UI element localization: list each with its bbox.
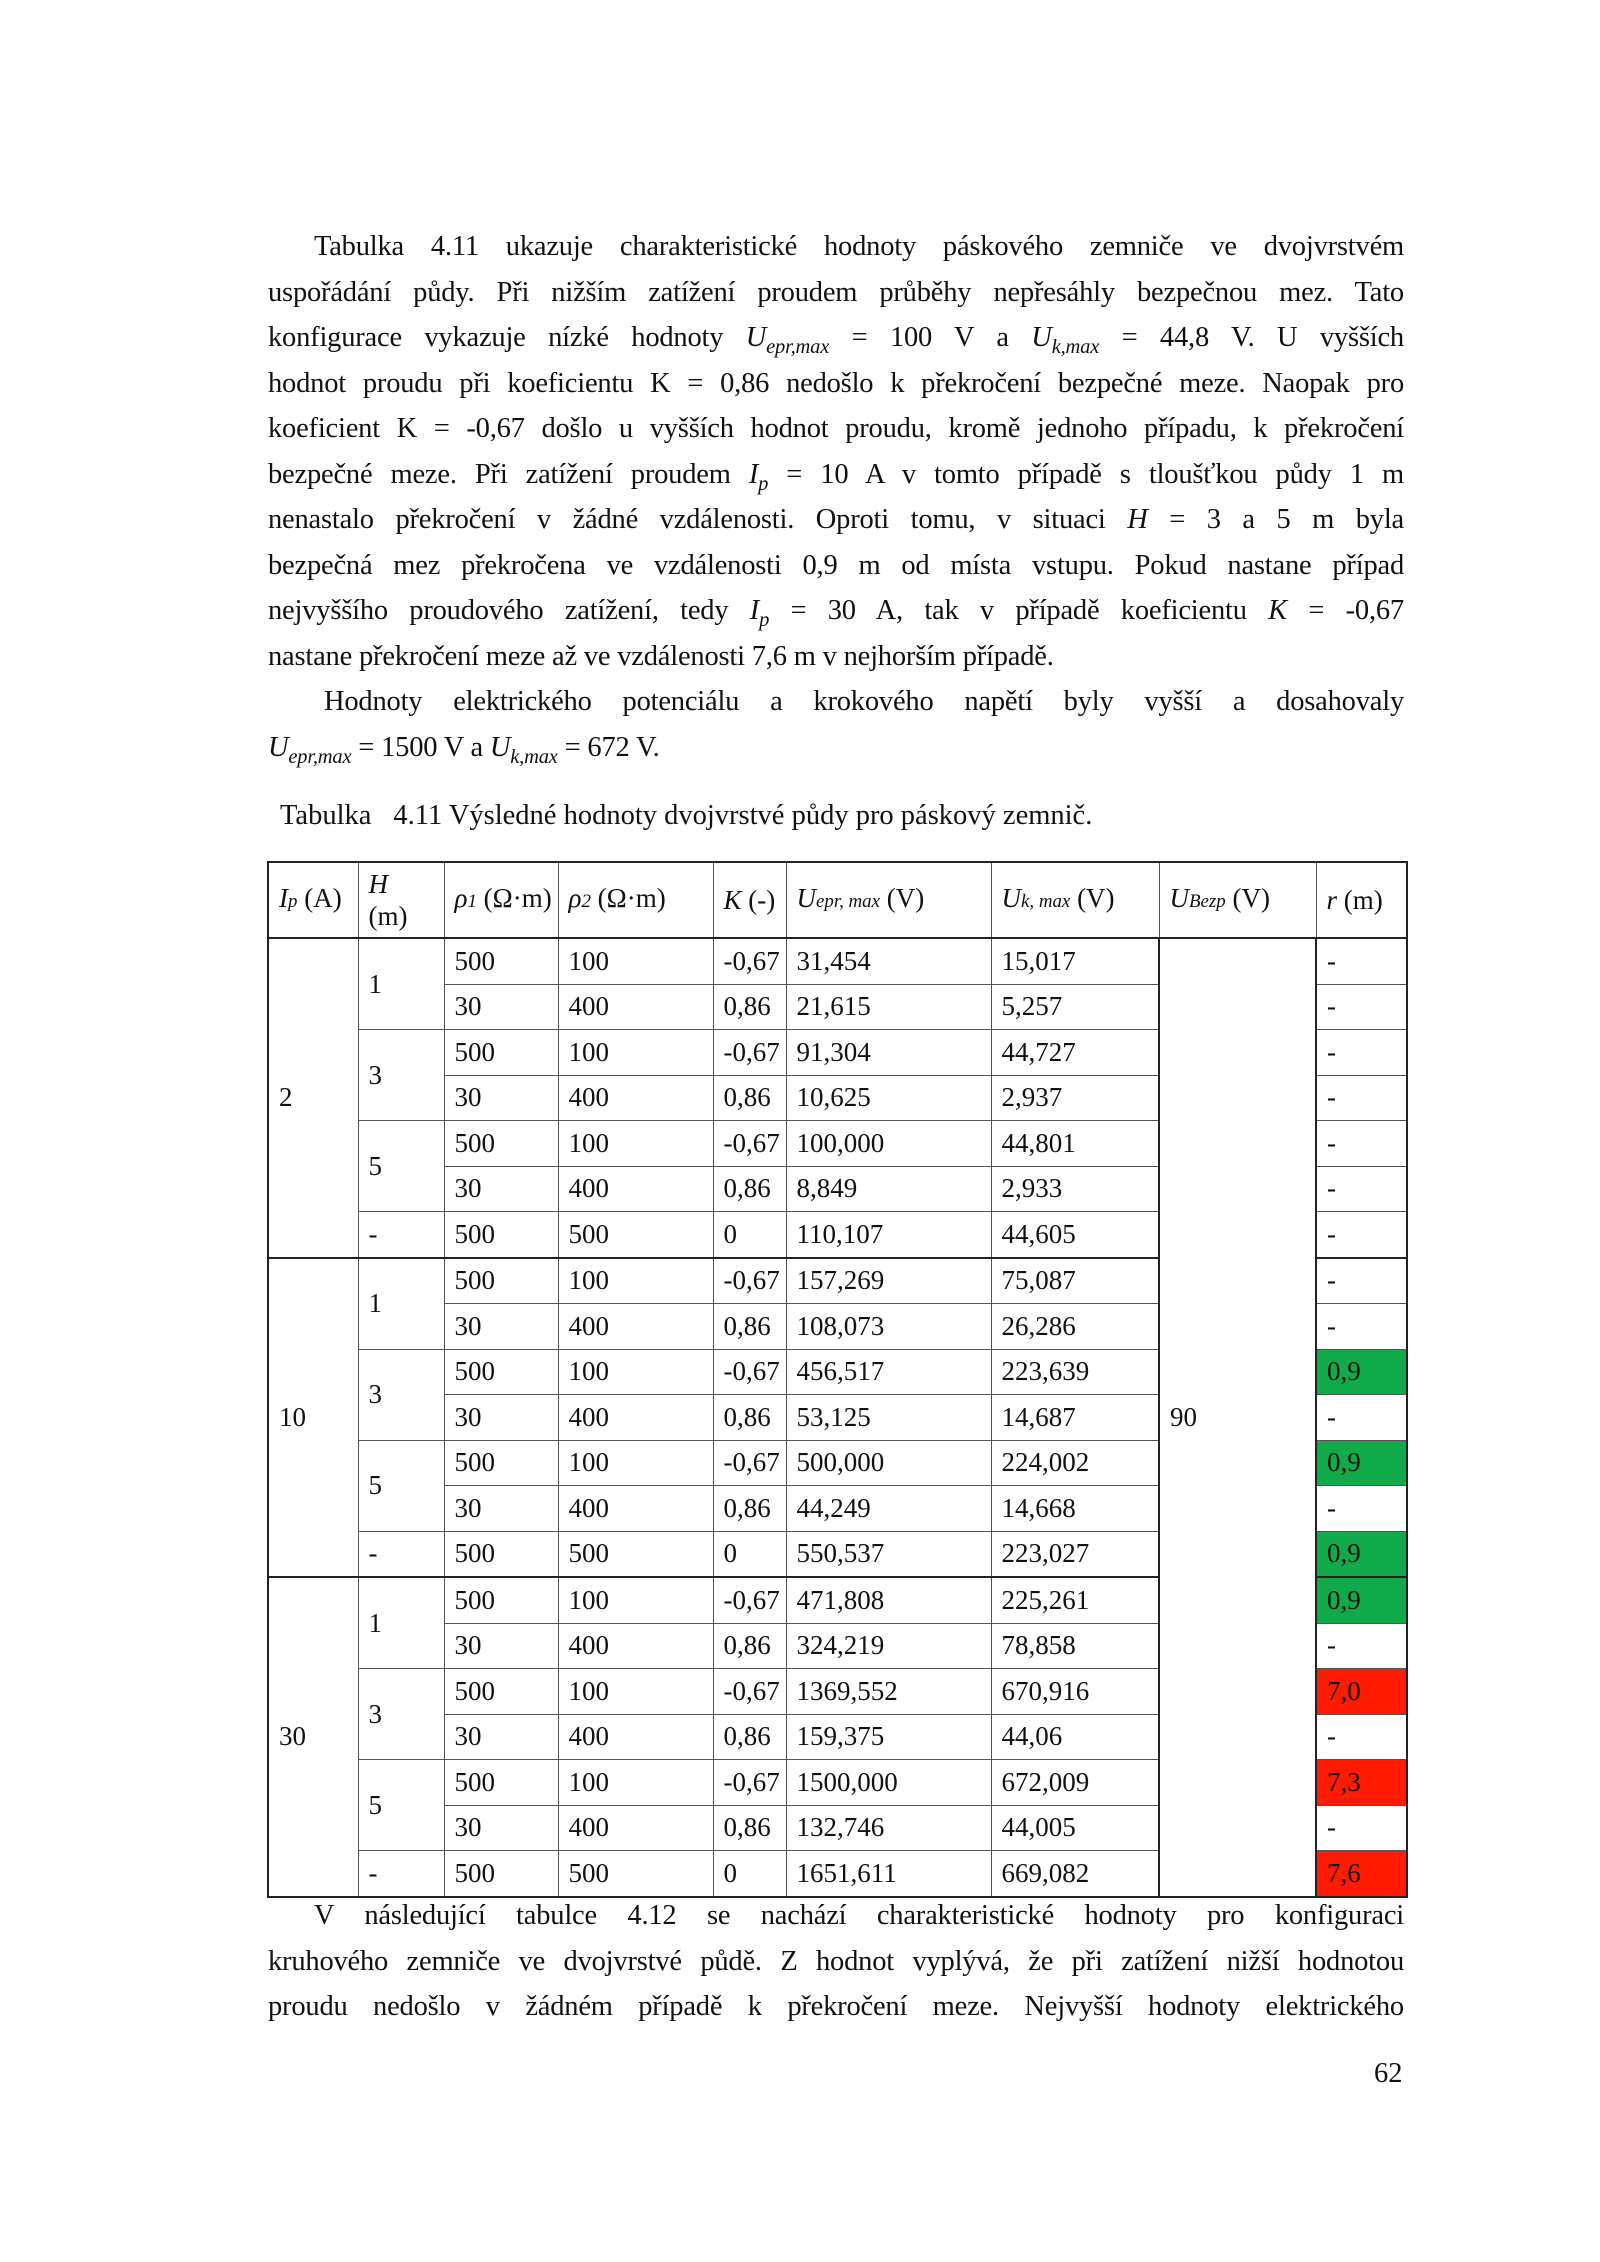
cell-rho1: 30 [444, 1486, 558, 1532]
cell-k: 0,86 [713, 1805, 786, 1851]
cell-r-distance: - [1316, 938, 1407, 984]
cell-k: -0,67 [713, 1258, 786, 1304]
header-r: r (m) [1316, 862, 1407, 938]
cell-uk: 5,257 [991, 984, 1159, 1030]
cell-uk: 15,017 [991, 938, 1159, 984]
cell-rho1: 30 [444, 984, 558, 1030]
cell-rho1: 500 [444, 1760, 558, 1806]
cell-rho2: 500 [558, 1531, 713, 1577]
cell-rho2: 400 [558, 1623, 713, 1669]
cell-rho1: 30 [444, 1304, 558, 1350]
cell-rho1: 30 [444, 1714, 558, 1760]
cell-h: 3 [358, 1669, 444, 1760]
cell-uepr: 44,249 [786, 1486, 991, 1532]
cell-h: - [358, 1851, 444, 1897]
cell-rho2: 100 [558, 1121, 713, 1167]
cell-uepr: 550,537 [786, 1531, 991, 1577]
cell-rho2: 400 [558, 1486, 713, 1532]
cell-uk: 26,286 [991, 1304, 1159, 1350]
cell-rho1: 500 [444, 1440, 558, 1486]
cell-r-distance-exceeded: 7,6 [1316, 1851, 1407, 1897]
cell-uepr: 110,107 [786, 1212, 991, 1258]
cell-uepr: 10,625 [786, 1075, 991, 1121]
cell-r-distance: - [1316, 1805, 1407, 1851]
cell-uepr: 159,375 [786, 1714, 991, 1760]
paragraph-next-table [268, 1893, 1404, 2030]
cell-k: -0,67 [713, 1030, 786, 1076]
cell-k: 0,86 [713, 1075, 786, 1121]
cell-uepr: 21,615 [786, 984, 991, 1030]
cell-h: - [358, 1212, 444, 1258]
cell-rho2: 100 [558, 1030, 713, 1076]
cell-uk: 78,858 [991, 1623, 1159, 1669]
cell-rho1: 500 [444, 938, 558, 984]
paragraph-values [268, 679, 1404, 770]
cell-rho2: 100 [558, 1669, 713, 1715]
paragraph-line: nenastalo překročení v žádné vzdálenosti. Oproti tomu, v situaci H = 3 a 5 m byla [268, 504, 1404, 535]
cell-rho1: 500 [444, 1577, 558, 1623]
cell-uepr: 500,000 [786, 1440, 991, 1486]
cell-h: 5 [358, 1121, 444, 1212]
cell-h: 5 [358, 1760, 444, 1851]
header-h: H (m) [358, 862, 444, 938]
cell-uepr: 53,125 [786, 1395, 991, 1441]
cell-k: -0,67 [713, 1577, 786, 1623]
paragraph-line: Tabulka 4.11 ukazuje charakteristické hodnoty páskového zemniče ve dvojvrstvém [314, 231, 1404, 262]
page-number: 62 [1374, 2058, 1403, 2089]
caption-text: 4.11 Výsledné hodnoty dvojvrstvé půdy pro páskový zemnič. [393, 800, 1093, 831]
cell-r-distance: - [1316, 1486, 1407, 1532]
cell-rho1: 500 [444, 1669, 558, 1715]
cell-r-distance: - [1316, 984, 1407, 1030]
cell-r-distance-exceeded: 7,3 [1316, 1760, 1407, 1806]
cell-uk: 2,933 [991, 1166, 1159, 1212]
table-body [268, 938, 1407, 1897]
cell-k: -0,67 [713, 1349, 786, 1395]
cell-k: 0 [713, 1851, 786, 1897]
cell-r-distance: - [1316, 1166, 1407, 1212]
cell-uepr: 1369,552 [786, 1669, 991, 1715]
cell-rho1: 500 [444, 1851, 558, 1897]
cell-k: 0,86 [713, 1714, 786, 1760]
cell-rho1: 30 [444, 1075, 558, 1121]
math-symbol: U [1031, 322, 1052, 353]
math-symbol: U [489, 731, 511, 763]
cell-rho1: 30 [444, 1395, 558, 1441]
cell-k: 0 [713, 1531, 786, 1577]
paragraph-line: kruhového zemniče ve dvojvrstvé půdě. Z hodnot vyplývá, že při zatížení nižší hodnotou [268, 1945, 1404, 1977]
cell-r-distance: - [1316, 1212, 1407, 1258]
cell-k: 0,86 [713, 1304, 786, 1350]
cell-rho2: 400 [558, 1166, 713, 1212]
cell-k: 0,86 [713, 1486, 786, 1532]
cell-ip: 30 [268, 1577, 358, 1897]
cell-rho2: 400 [558, 1075, 713, 1121]
cell-r-distance-exceeded: 7,0 [1316, 1669, 1407, 1715]
cell-rho1: 500 [444, 1212, 558, 1258]
cell-r-distance: - [1316, 1395, 1407, 1441]
cell-rho1: 500 [444, 1349, 558, 1395]
paragraph-line: nastane překročení meze až ve vzdálenosti 7,6 m v nejhorším případě. [268, 640, 1054, 672]
table-row [268, 938, 1407, 984]
cell-rho2: 400 [558, 1714, 713, 1760]
cell-uepr: 456,517 [786, 1349, 991, 1395]
cell-uepr: 8,849 [786, 1166, 991, 1212]
paragraph-line: nejvyššího proudového zatížení, tedy $I_p = 30$ A, tak v případě koeficientu K = -0,67 [268, 595, 1404, 632]
cell-r-distance: - [1316, 1121, 1407, 1167]
cell-h: 3 [358, 1349, 444, 1440]
cell-uk: 14,668 [991, 1486, 1159, 1532]
cell-k: 0,86 [713, 1623, 786, 1669]
paragraph-line: hodnot proudu při koeficientu K = 0,86 nedošlo k překročení bezpečné meze. Naopak pro [268, 367, 1404, 399]
cell-r-distance: - [1316, 1714, 1407, 1760]
paragraph-line: koeficient K = -0,67 došlo u vyšších hodnot proudu, kromě jednoho případu, k překročení [268, 413, 1404, 444]
cell-uk: 672,009 [991, 1760, 1159, 1806]
cell-rho2: 100 [558, 1577, 713, 1623]
cell-ip: 2 [268, 938, 358, 1258]
paragraph-line: $U_{epr,max} = 1500$ V a $U_{k,max} = 672$ V. [268, 731, 660, 768]
cell-rho2: 100 [558, 1760, 713, 1806]
cell-uepr: 324,219 [786, 1623, 991, 1669]
cell-rho1: 30 [444, 1623, 558, 1669]
cell-r-distance: - [1316, 1030, 1407, 1076]
cell-k: 0,86 [713, 984, 786, 1030]
cell-ubezp: 90 [1159, 938, 1316, 1897]
paragraph-line: Hodnoty elektrického potenciálu a krokového napětí byly vyšší a dosahovaly [324, 686, 1404, 717]
table-caption [280, 800, 1092, 832]
header-rho2: ρ2 (Ω·m) [558, 862, 713, 938]
cell-r-distance: - [1316, 1623, 1407, 1669]
cell-rho2: 100 [558, 1440, 713, 1486]
cell-uk: 225,261 [991, 1577, 1159, 1623]
cell-rho2: 100 [558, 1349, 713, 1395]
caption-label: Tabulka [280, 800, 372, 831]
header-uepr: Uepr, max (V) [786, 862, 991, 938]
cell-k: 0 [713, 1212, 786, 1258]
cell-k: 0,86 [713, 1395, 786, 1441]
header-uk: Uk, max (V) [991, 862, 1159, 938]
cell-r-distance: - [1316, 1075, 1407, 1121]
cell-rho1: 500 [444, 1258, 558, 1304]
cell-h: 1 [358, 1258, 444, 1350]
cell-uk: 14,687 [991, 1395, 1159, 1441]
paragraph-line: bezpečná mez překročena ve vzdálenosti 0,9 m od místa vstupu. Pokud nastane případ [268, 549, 1404, 581]
cell-uepr: 132,746 [786, 1805, 991, 1851]
math-symbol: U [268, 731, 289, 763]
cell-uepr: 31,454 [786, 938, 991, 984]
cell-uk: 2,937 [991, 1075, 1159, 1121]
cell-k: -0,67 [713, 1669, 786, 1715]
cell-k: -0,67 [713, 1760, 786, 1806]
math-symbol: K [1268, 595, 1287, 626]
cell-uk: 75,087 [991, 1258, 1159, 1304]
cell-rho2: 400 [558, 1805, 713, 1851]
cell-h: - [358, 1531, 444, 1577]
cell-r-distance: - [1316, 1258, 1407, 1304]
cell-rho2: 500 [558, 1851, 713, 1897]
cell-uk: 44,005 [991, 1805, 1159, 1851]
cell-rho1: 500 [444, 1121, 558, 1167]
header-ip: Ip (A) [268, 862, 358, 938]
cell-rho2: 400 [558, 1395, 713, 1441]
paragraph-line: konfigurace vykazuje nízké hodnoty $U_{epr,max} = 100$ V a $U_{k,max} = 44,8$ V. U vyšších [268, 322, 1404, 359]
cell-k: -0,67 [713, 938, 786, 984]
cell-uepr: 1500,000 [786, 1760, 991, 1806]
cell-ip: 10 [268, 1258, 358, 1578]
cell-h: 5 [358, 1440, 444, 1531]
cell-uk: 44,605 [991, 1212, 1159, 1258]
cell-rho1: 30 [444, 1166, 558, 1212]
cell-k: 0,86 [713, 1166, 786, 1212]
math-symbol: H [1127, 504, 1148, 535]
cell-uepr: 157,269 [786, 1258, 991, 1304]
cell-uepr: 1651,611 [786, 1851, 991, 1897]
cell-uk: 670,916 [991, 1669, 1159, 1715]
cell-rho2: 100 [558, 1258, 713, 1304]
paragraph-line: proudu nedošlo v žádném případě k překročení meze. Nejvyšší hodnoty elektrického [268, 1991, 1404, 2022]
cell-r-distance-ok: 0,9 [1316, 1440, 1407, 1486]
cell-uk: 44,801 [991, 1121, 1159, 1167]
cell-uk: 44,727 [991, 1030, 1159, 1076]
header-ubezp: UBezp (V) [1159, 862, 1316, 938]
cell-uk: 44,06 [991, 1714, 1159, 1760]
cell-rho1: 500 [444, 1030, 558, 1076]
paragraph-line: uspořádání půdy. Při nižším zatížení proudem průběhy nepřesáhly bezpečnou mez. Tato [268, 276, 1404, 308]
cell-r-distance-ok: 0,9 [1316, 1577, 1407, 1623]
cell-r-distance-ok: 0,9 [1316, 1531, 1407, 1577]
cell-rho2: 100 [558, 938, 713, 984]
cell-uk: 223,639 [991, 1349, 1159, 1395]
paragraph-line: bezpečné meze. Při zatížení proudem $I_p = 10$ A v tomto případě s tloušťkou půdy 1 m [268, 458, 1404, 495]
paragraph-intro [268, 224, 1404, 679]
cell-k: -0,67 [713, 1440, 786, 1486]
cell-h: 3 [358, 1030, 444, 1121]
cell-rho2: 400 [558, 1304, 713, 1350]
cell-uepr: 100,000 [786, 1121, 991, 1167]
cell-uk: 669,082 [991, 1851, 1159, 1897]
cell-h: 1 [358, 938, 444, 1030]
paragraph-line: V následující tabulce 4.12 se nachází charakteristické hodnoty pro konfiguraci [314, 1900, 1404, 1931]
cell-h: 1 [358, 1577, 444, 1669]
header-rho1: ρ1 (Ω·m) [444, 862, 558, 938]
cell-uepr: 471,808 [786, 1577, 991, 1623]
math-symbol: U [745, 322, 767, 353]
cell-uk: 223,027 [991, 1531, 1159, 1577]
results-table [267, 861, 1408, 1898]
cell-rho1: 500 [444, 1531, 558, 1577]
cell-uk: 224,002 [991, 1440, 1159, 1486]
header-k: K (-) [713, 862, 786, 938]
cell-r-distance-ok: 0,9 [1316, 1349, 1407, 1395]
cell-r-distance: - [1316, 1304, 1407, 1350]
cell-rho2: 400 [558, 984, 713, 1030]
math-symbol: I [749, 595, 760, 626]
table-header-row [268, 862, 1407, 938]
cell-k: -0,67 [713, 1121, 786, 1167]
cell-rho1: 30 [444, 1805, 558, 1851]
math-symbol: I [748, 458, 759, 490]
cell-rho2: 500 [558, 1212, 713, 1258]
cell-uepr: 108,073 [786, 1304, 991, 1350]
cell-uepr: 91,304 [786, 1030, 991, 1076]
